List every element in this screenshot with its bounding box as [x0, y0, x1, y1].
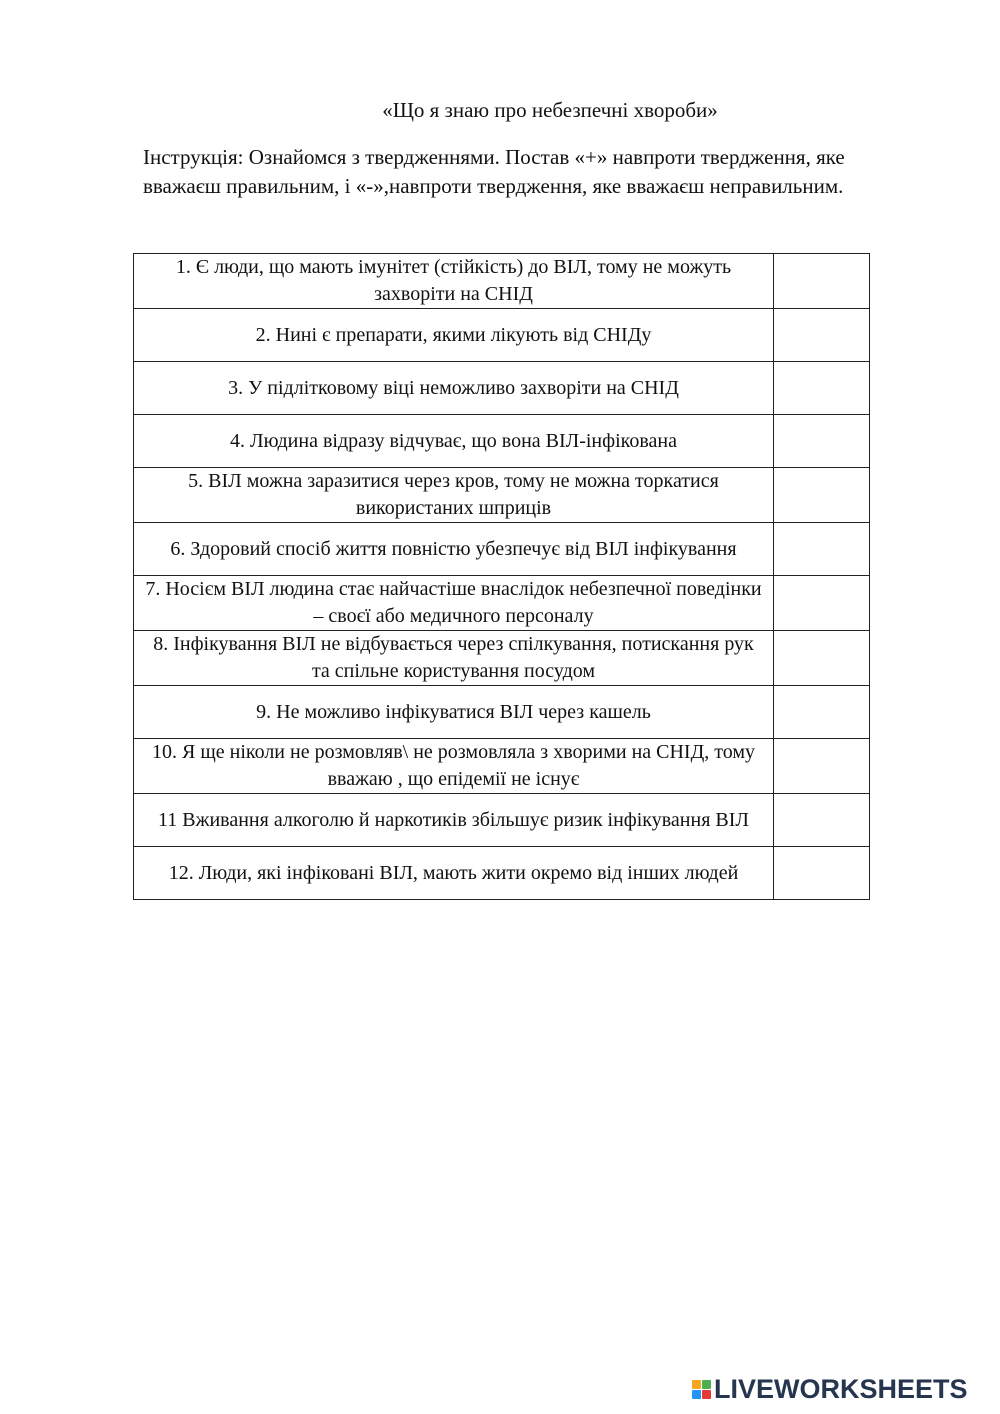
logo-square-icon — [692, 1380, 701, 1389]
table-row — [134, 739, 870, 794]
answer-input[interactable] — [774, 794, 869, 846]
answer-input[interactable] — [774, 686, 869, 738]
table-row — [134, 631, 870, 686]
statement-text: 11 Вживання алкоголю й наркотиків збільшує ризик інфікування ВІЛ — [134, 794, 774, 847]
statement-text: 9. Не можливо інфікуватися ВІЛ через кашель — [134, 686, 774, 739]
statement-text: 8. Інфікування ВІЛ не відбувається через спілкування, потискання рук та спільне користування посудом — [134, 631, 774, 686]
table-row — [134, 362, 870, 415]
liveworksheets-logo-icon — [692, 1380, 711, 1399]
statement-text: 12. Люди, які інфіковані ВІЛ, мають жити окремо від інших людей — [134, 847, 774, 900]
answer-cell[interactable] — [774, 523, 870, 576]
answer-cell[interactable] — [774, 254, 870, 309]
table-row — [134, 254, 870, 309]
table-row — [134, 523, 870, 576]
statement-text: 5. ВІЛ можна заразитися через кров, тому не можна торкатися використаних шприців — [134, 468, 774, 523]
table-row — [134, 847, 870, 900]
answer-cell[interactable] — [774, 794, 870, 847]
instruction-text: Інструкція: Ознайомся з твердженнями. Постав «+» навпроти твердження, яке вважаєш правильним, і «-»,навпроти твердження, яке вважаєш неправильним. — [143, 145, 845, 198]
logo-square-icon — [702, 1380, 711, 1389]
liveworksheets-brand — [692, 1372, 968, 1406]
statement-text: 7. Носієм ВІЛ людина стає найчастіше внаслідок небезпечної поведінки – своєї або медичного персоналу — [134, 576, 774, 631]
statement-text: 2. Нині є препарати, якими лікують від СНІДу — [134, 309, 774, 362]
answer-input[interactable] — [774, 739, 869, 793]
answer-cell[interactable] — [774, 576, 870, 631]
answer-input[interactable] — [774, 362, 869, 414]
logo-square-icon — [692, 1390, 701, 1399]
statements-table — [133, 253, 870, 900]
answer-cell[interactable] — [774, 309, 870, 362]
answer-cell[interactable] — [774, 362, 870, 415]
answer-input[interactable] — [774, 415, 869, 467]
answer-input[interactable] — [774, 576, 869, 630]
answer-cell[interactable] — [774, 415, 870, 468]
table-row — [134, 415, 870, 468]
table-row — [134, 468, 870, 523]
table-row — [134, 794, 870, 847]
answer-input[interactable] — [774, 523, 869, 575]
answer-cell[interactable] — [774, 631, 870, 686]
answer-input[interactable] — [774, 309, 869, 361]
page-title: «Що я знаю про небезпечні хвороби» — [382, 98, 718, 122]
answer-cell[interactable] — [774, 468, 870, 523]
answer-input[interactable] — [774, 631, 869, 685]
statement-text: 4. Людина відразу відчуває, що вона ВІЛ-інфікована — [134, 415, 774, 468]
answer-cell[interactable] — [774, 686, 870, 739]
table-row — [134, 576, 870, 631]
table-row — [134, 309, 870, 362]
statement-text: 1. Є люди, що мають імунітет (стійкість) до ВІЛ, тому не можуть захворіти на СНІД — [134, 254, 774, 309]
statement-text: 3. У підлітковому віці неможливо захворіти на СНІД — [134, 362, 774, 415]
answer-input[interactable] — [774, 468, 869, 522]
statement-text: 10. Я ще ніколи не розмовляв\ не розмовляла з хворими на СНІД, тому вважаю , що епідемії не існує — [134, 739, 774, 794]
logo-square-icon — [702, 1390, 711, 1399]
answer-input[interactable] — [774, 254, 869, 308]
answer-cell[interactable] — [774, 847, 870, 900]
answer-cell[interactable] — [774, 739, 870, 794]
answer-input[interactable] — [774, 847, 869, 899]
brand-text: LIVEWORKSHEETS — [714, 1373, 968, 1404]
statement-text: 6. Здоровий спосіб життя повністю убезпечує від ВІЛ інфікування — [134, 523, 774, 576]
table-row — [134, 686, 870, 739]
